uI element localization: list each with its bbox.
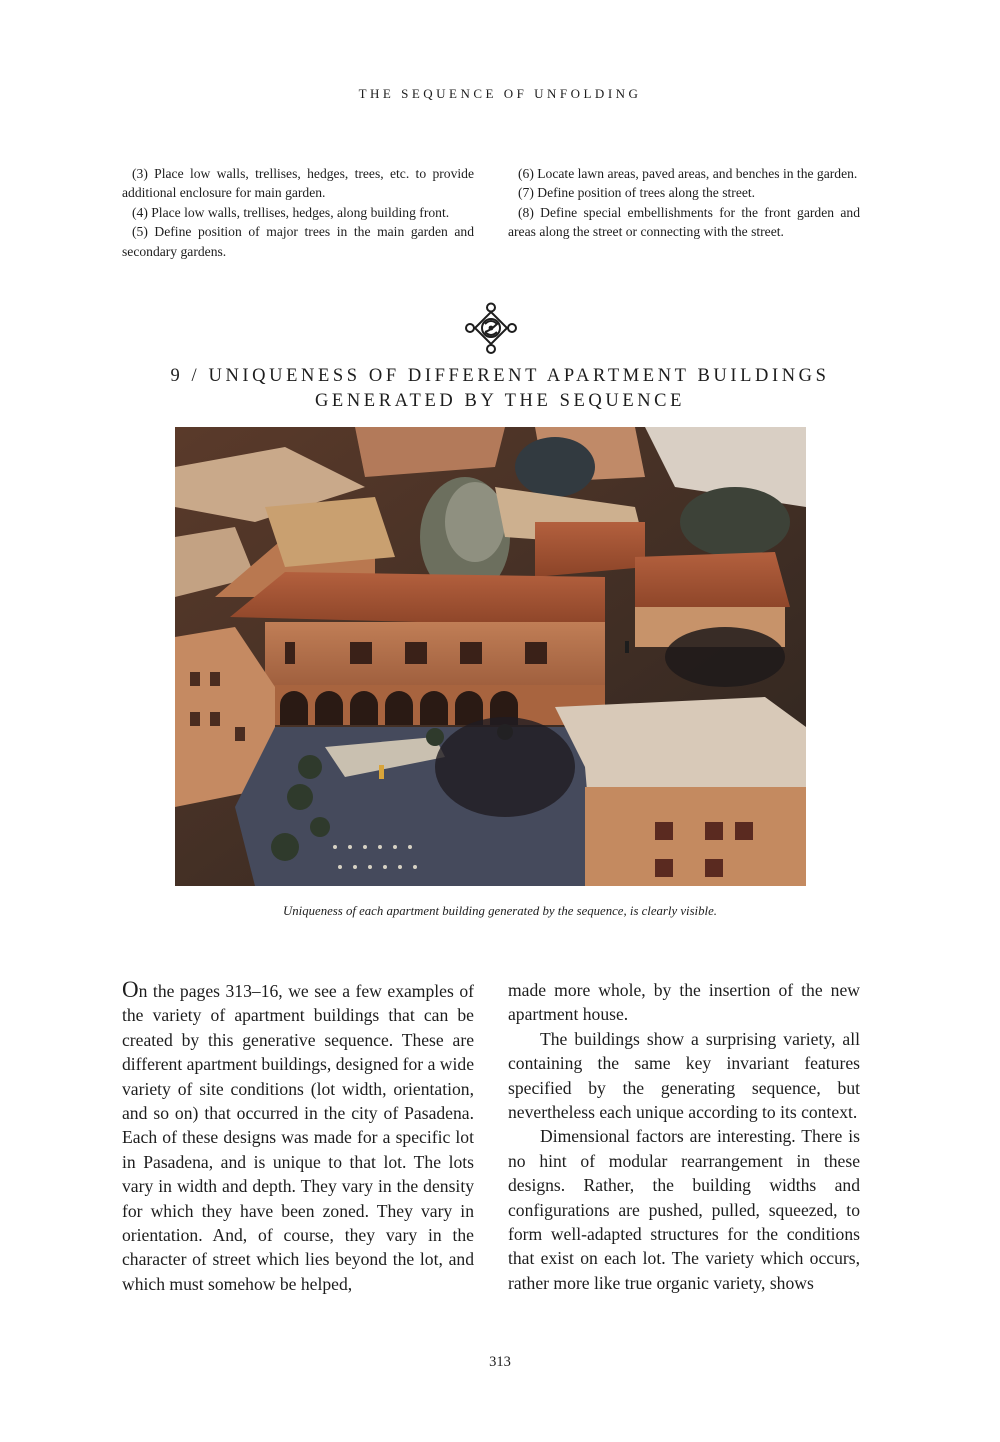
body-left-column (122, 978, 474, 1296)
body-paragraph-1-text: n the pages 313–16, we see a few examples of the variety of apartment buildings that can be created by this generative sequence. These are different apartment buildings, designed for a wide variety of site conditions (lot width, orientation, and so on) that occurred in the city of Pasadena. Each of these designs was made for a specific lot in Pasadena, and is unique to that lot. The lots vary in width and depth. They vary in the density for which they have been zoned. They vary in orientation. And, of course, they vary in the character of street which lies beyond the lot, and which must somehow be helped, (122, 981, 474, 1294)
section-heading (100, 364, 900, 414)
step-5: (5) Define position of major trees in the main garden and secondary gardens. (122, 224, 474, 259)
step-8: (8) Define special embellishments for the front garden and areas along the street or connecting with the street. (508, 204, 860, 240)
body-paragraph-1 (122, 978, 474, 1296)
ornament-icon (463, 302, 519, 358)
steps-columns (122, 164, 860, 261)
figure-caption: Uniqueness of each apartment building generated by the sequence, is clearly visible. (283, 904, 717, 918)
model-photograph (175, 427, 806, 886)
body-right-column (508, 978, 860, 1296)
section-heading-line-2: GENERATED BY THE SEQUENCE (314, 391, 686, 411)
drop-cap: O (122, 977, 139, 1002)
steps-left-column (122, 164, 474, 261)
body-paragraph-1-continued: made more whole, by the insertion of the new apartment house. (508, 980, 860, 1025)
body-paragraph-2: The buildings show a surprising variety, all containing the same key invariant features specified by the generating sequence, but nevertheless each unique according to its context. (508, 1028, 860, 1123)
body-columns (122, 978, 860, 1296)
step-3: (3) Place low walls, trellises, hedges, trees, etc. to provide additional enclosure for main garden. (122, 166, 474, 201)
page-number: 313 (489, 1354, 511, 1370)
running-head: THE SEQUENCE OF UNFOLDING (358, 86, 642, 101)
step-4: (4) Place low walls, trellises, hedges, along building front. (132, 204, 450, 220)
section-heading-line-1: 9 / UNIQUENESS OF DIFFERENT APARTMENT BUILDINGS (170, 366, 830, 386)
step-7: (7) Define position of trees along the street. (518, 185, 756, 201)
steps-right-column (508, 164, 860, 261)
body-paragraph-3: Dimensional factors are interesting. There is no hint of modular rearrangement in these designs. Rather, the building widths and configurations are pushed, pulled, squeezed, to form well-adapted structures for the conditions that exist on each lot. The variety which occurs, rather more like true organic variety, shows (508, 1126, 860, 1293)
step-6: (6) Locate lawn areas, paved areas, and benches in the garden. (518, 166, 858, 181)
